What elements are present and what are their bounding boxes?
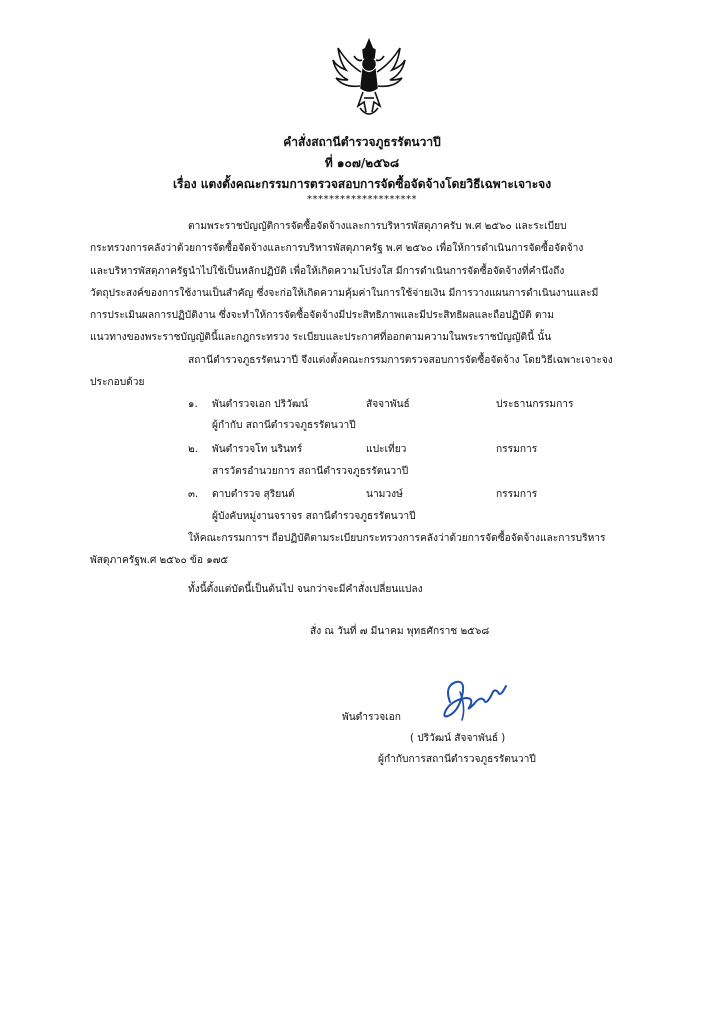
text-line: ประกอบด้วย: [90, 377, 145, 389]
paragraph-legal-basis: [90, 216, 650, 394]
order-title: คำสั่งสถานีตำรวจภูธรรัตนวาปี: [283, 135, 441, 149]
separator: ********************: [307, 194, 417, 205]
text-line: พัสดุภาครัฐพ.ศ ๒๕๖๐ ข้อ ๑๗๕: [90, 555, 229, 567]
member-name: พันตำรวจเอก ปริวัฒน์: [212, 399, 309, 410]
member-surname: นามวงษ์: [366, 489, 403, 500]
order-subject: เรื่อง แตงตั้งคณะกรรมการตรวจสอบการจัดซื้อจัดจ้างโดยวิธีเฉพาะเจาะจง: [172, 177, 552, 191]
text-line: วัตถุประสงค์ของการใช้งานเป็นสำคัญ ซึ่งจะก่อให้เกิดความคุ้มค่าในการใช้จ่ายเงิน มีการวางแผนการดำเนินงานและมี: [90, 287, 599, 299]
member-surname: แปะเที่ยว: [366, 444, 407, 455]
text-line: ตามพระราชบัญญัติการจัดซื้อจัดจ้างและการบริหารพัสดุภาครับ พ.ศ ๒๕๖๐ และระเบียบ: [188, 221, 567, 232]
garuda-emblem: [330, 36, 408, 122]
signer-name: ( ปริวัฒน์ สัจจาพันธ์ ): [410, 733, 506, 744]
signature-mark: [436, 672, 520, 724]
member-position: ผู้บังคับหมู่งานจราจร สถานีตำรวจภูธรรัตนวาปี: [212, 511, 416, 522]
text-line: สถานีตำรวจภูธรรัตนวาปี จึงแต่งตั้งคณะกรรมการตรวจสอบการจัดซื้อจัดจ้าง โดยวิธีเฉพาะเจาะจง: [188, 354, 613, 366]
order-number: ที่ ๑๐๗/๒๕๖๘: [324, 156, 400, 170]
member-number: ๓.: [188, 489, 199, 500]
member-surname: สัจจาพันธ์: [366, 399, 410, 410]
text-line: แนวทางของพระราชบัญญัตินี้และกฎกระทรวง ระเบียบและประกาศที่ออกตามความในพระราชบัญญัตินี้ นั้น: [90, 332, 552, 344]
text-line: และบริหารพัสดุภาครัฐนำไปใช้เป็นหลักปฏิบัติ เพื่อให้เกิดความโปร่งใส มีการดำเนินการจัดซื้อจัดจ้างที่คำนึงถึง: [90, 265, 565, 277]
member-position: สารวัตรอำนวยการ สถานีตำรวจภูธรรัตนวาปี: [212, 466, 409, 477]
text-line: ให้คณะกรรมการฯ ถือปฏิบัติตามระเบียบกระทรวงการคลังว่าด้วยการจัดซื้อจัดจ้างและการบริหาร: [188, 533, 606, 544]
member-role: ประธานกรรมการ: [496, 399, 574, 410]
text-line: กระทรวงการคลังว่าด้วยการจัดซื้อจัดจ้างและการบริหารพัสดุภาครัฐ พ.ศ ๒๕๖๐ เพื่อให้การดำเนินการจัดซื้อจัดจ้าง: [90, 243, 584, 255]
member-number: ๒.: [188, 444, 198, 455]
signer-title: ผู้กำกับการสถานีตำรวจภูธรรัตนวาปี: [378, 754, 536, 765]
order-date: สั่ง ณ วันที่ ๗ มีนาคม พุทธศักราช ๒๕๖๘: [310, 626, 490, 637]
signer-rank: พันตำรวจเอก: [342, 712, 401, 723]
member-position: ผู้กำกับ สถานีตำรวจภูธรรัตนวาปี: [212, 420, 356, 431]
paragraph-instruction: [90, 528, 650, 573]
member-name: ดาบตำรวจ สุริยนต์: [212, 489, 295, 500]
member-name: พันตำรวจโท นรินทร์: [212, 444, 303, 455]
effective-statement: ทั้งนี้ตั้งแต่บัดนี้เป็นต้นไป จนกว่าจะมีคำสั่งเปลี่ยนแปลง: [188, 584, 423, 595]
member-number: ๑.: [188, 399, 198, 410]
text-line: การประเมินผลการปฏิบัติงาน ซึ่งจะทำให้การจัดซื้อจัดจ้างมีประสิทธิภาพและมีประสิทธิผลและถือปฏิบัติ ตาม: [90, 310, 554, 322]
member-role: กรรมการ: [496, 489, 538, 500]
member-role: กรรมการ: [496, 444, 538, 455]
